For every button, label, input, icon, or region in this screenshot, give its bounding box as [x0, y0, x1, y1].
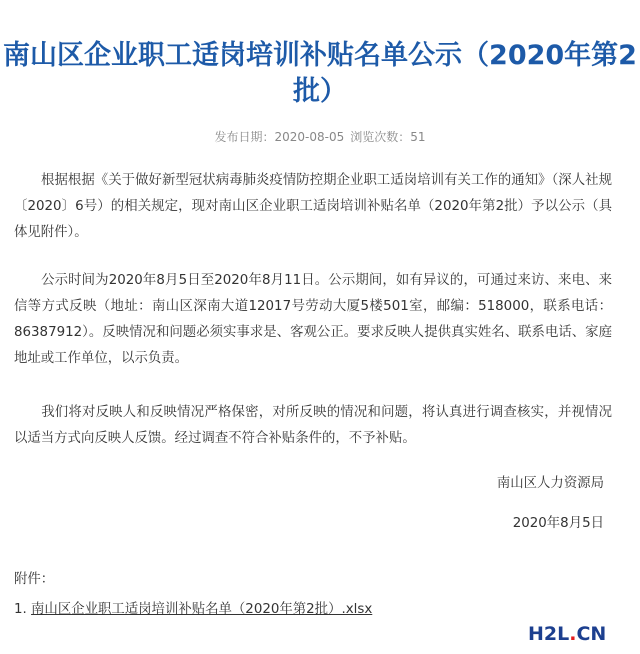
body-paragraph-2: [14, 268, 612, 372]
view-count-label: 浏览次数：: [350, 130, 411, 144]
attachment-index: 1.: [14, 602, 27, 617]
paragraph-text: 根据根据《关于做好新型冠状病毒肺炎疫情防控期企业职工适岗培训有关工作的通知》（深人社规〔2020〕6号）的相关规定，现对南山区企业职工适岗培训补贴名单（2020年第2批）予以公示（具体见附件）。: [14, 173, 612, 240]
signature-organization: 南山区人力资源局: [496, 476, 604, 491]
attachment-link[interactable]: 南山区企业职工适岗培训补贴名单（2020年第2批）.xlsx: [31, 602, 373, 617]
publish-date-label: 发布日期：: [214, 130, 275, 144]
watermark-part-2: .: [569, 623, 577, 645]
body-paragraph-1: [14, 168, 612, 246]
body-paragraph-3: [14, 400, 612, 452]
publish-date: 2020-08-05: [274, 130, 345, 144]
paragraph-text: 我们将对反映人和反映情况严格保密，对所反映的情况和问题，将认真进行调查核实，并视情况以适当方式向反映人反馈。经过调查不符合补贴条件的，不予补贴。: [14, 405, 612, 446]
attachments-label: 附件：: [14, 572, 55, 587]
attachment-item: [14, 600, 372, 620]
site-watermark-logo: [528, 620, 632, 648]
signature-date: 2020年8月5日: [512, 516, 604, 531]
watermark-part-3: CN: [576, 623, 607, 645]
paragraph-text: 公示时间为2020年8月5日至2020年8月11日。公示期间，如有异议的，可通过来访、来电、来信等方式反映（地址：南山区深南大道12017号劳动大厦5楼501室，邮编：518000，联系电话：86387912）。反映情况和问题必须实事求是、客观公正。要求反映人提供真实姓名、联系电话、家庭地址或工作单位，以示负责。: [14, 273, 612, 366]
article-meta: [0, 129, 640, 145]
watermark-part-1: H2L: [528, 623, 570, 645]
view-count: 51: [410, 130, 426, 144]
page-title: 南山区企业职工适岗培训补贴名单公示（2020年第2批）: [3, 40, 637, 107]
